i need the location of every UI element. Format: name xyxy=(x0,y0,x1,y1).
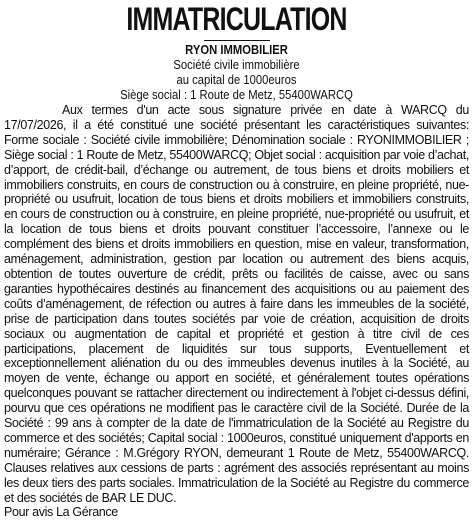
company-name: RYON IMMOBILIER xyxy=(185,43,288,57)
heading-divider xyxy=(204,40,270,41)
company-capital: au capital de 1000euros xyxy=(176,73,297,87)
notice-heading: IMMATRICULATION xyxy=(126,1,347,37)
legal-notice xyxy=(4,0,469,520)
notice-signature: Pour avis La Gérance xyxy=(4,505,118,520)
notice-body: Aux termes d'un acte sous signature privée en date à WARCQ du 17/07/2026, il a été constitué une société présentant les caractéristiques suivantes: Forme sociale : Société civile immobilière; Dénomination sociale : RYONIMMOBILIER ; Siège social : 1 Route de Metz, 55400WARCQ; Objet social : acquisition par voie d’achat, d’apport, de crédit-bail, d’échange ou autrement, de tous biens et droits mobiliers et immobiliers construits, en cours de construction ou à construire, en pleine propriété, nue-propriété ou usufruit, location de tous biens et droits mobiliers et immobiliers construits, en cours de construction ou à construire, en pleine propriété, nue-propriété ou usufruit, et la location de tous biens et droits pouvant constituer l’accessoire, l’annexe ou le complément des biens et droits immobiliers en question, mise en valeur, transformation, aménagement, administration, gestion par location ou autrement des biens acquis, obtention de toutes ouverture de crédit, prêts ou facilités de caisse, avec ou sans garanties hypothécaires destinés au financement des acquisitions ou au paiement des coûts d’aménagement, de réfection ou autres à faire dans les immeubles de la société, prise de participation dans toutes sociétés par voie de création, acquisition de droits sociaux ou augmentation de capital et propriété et gestion à titre civil de ces participations, placement de liquidités sur tous supports, Eventuellement et exceptionnellement aliénation du ou des immeubles devenus inutiles à la Société, au moyen de vente, échange ou apport en société, et généralement toutes opérations quelconques pouvant se rattacher directement ou indirectement à l'objet ci-dessus défini, pourvu que ces opérations ne modifient pas le caractère civil de la Société. Durée de la Société : 99 ans à compter de la date de l'immatriculation de la Société au Registre du commerce et des sociétés; Capital social : 1000euros, constitué uniquement d'apports en numéraire; Gérance : M.Grégory RYON, demeurant 1 Route de Metz, 55400WARCQ. Clauses relatives aux cessions de parts : agrément des associés représentant au moins les deux tiers des parts sociales. Immatriculation de la Société au Registre du commerce et des sociétés de BAR LE DUC. xyxy=(4,103,469,505)
company-head-office: Siège social : 1 Route de Metz, 55400WARCQ xyxy=(120,88,353,102)
company-form: Société civile immobilière xyxy=(173,58,300,72)
